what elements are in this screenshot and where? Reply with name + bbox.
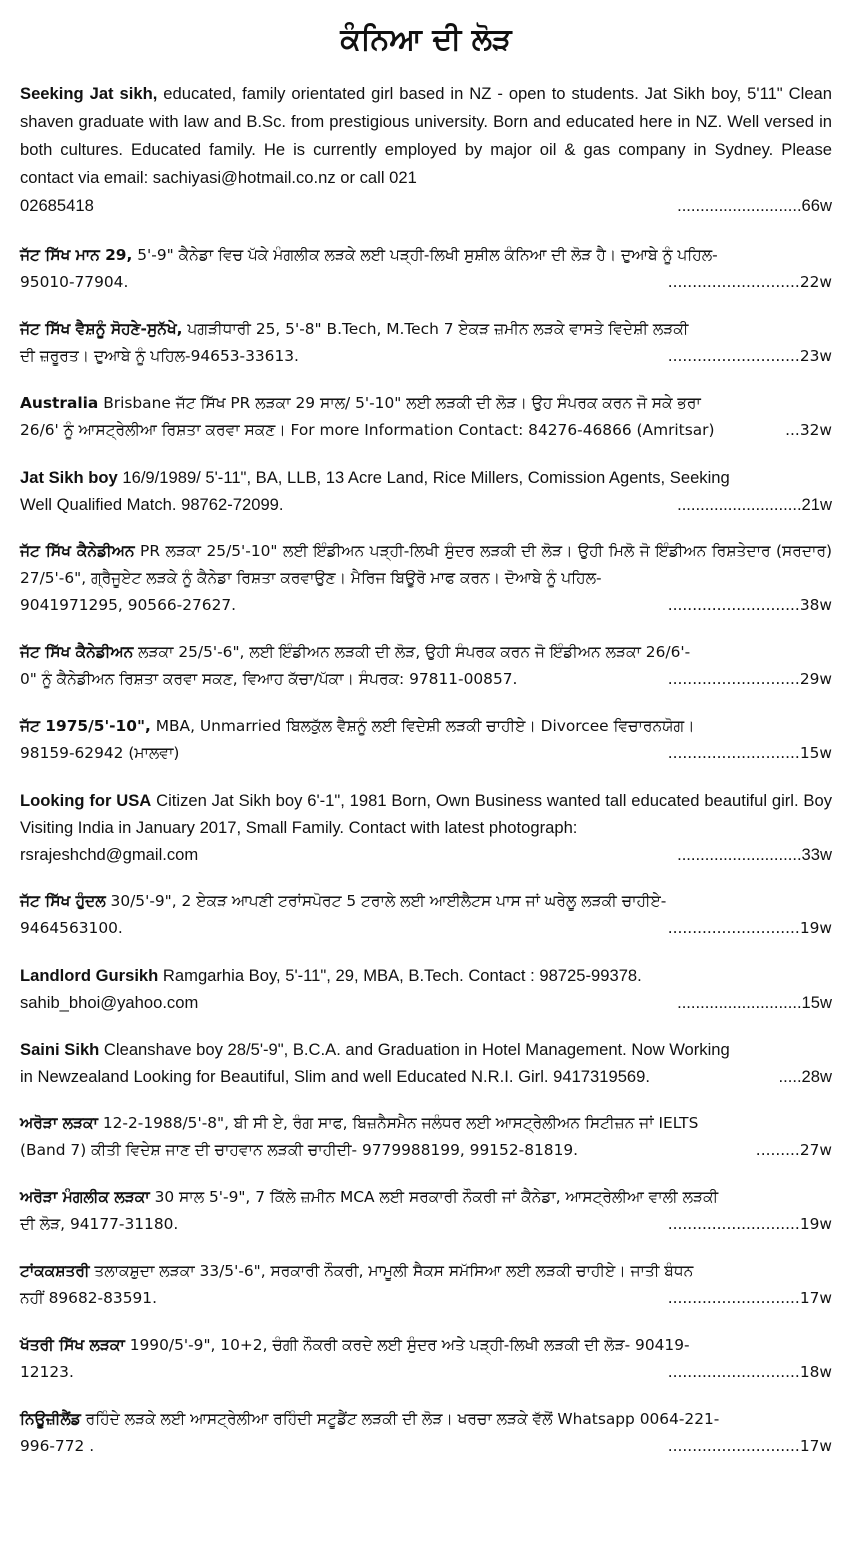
ad-9 (20, 787, 832, 868)
ad-body: Citizen Jat Sikh boy 6'-1", 1981 Born, Own Business wanted tall educated beautiful girl. Boy Visiting India in January 2017, Small Family. Contact with latest photograph: (20, 791, 832, 837)
ad-body: 30/5'-9", 2 ਏਕੜ ਆਪਣੀ ਟਰਾਂਸਪੋਰਟ 5 ਟਰਾਲੇ ਲਈ ਆਈਲੈਟਸ ਪਾਸ ਜਾਂ ਘਰੇਲੂ ਲੜਕੀ ਚਾਹੀਏ- (105, 892, 667, 910)
ad-rest: 996-772 . (20, 1437, 95, 1455)
ad-body: MBA, Unmarried ਬਿਲਕੁੱਲ ਵੈਸ਼ਨੂੰ ਲਈ ਵਿਦੇਸ਼ੀ ਲੜਕੀ ਚਾਹੀਏ। Divorcee ਵਿਚਾਰਨਯੋਗ। (150, 717, 695, 735)
ad-11 (20, 962, 832, 1016)
ad-body: Cleanshave boy 28/5'-9", B.C.A. and Graduation in Hotel Management. Now Working (99, 1040, 730, 1059)
ad-rest: 02685418 (20, 196, 94, 215)
ad-lead: Australia (20, 394, 99, 412)
ad-code: ...........................33w (677, 845, 832, 864)
ad-body: 16/9/1989/ 5'-11", BA, LLB, 13 Acre Land, Rice Millers, Comission Agents, Seeking (117, 468, 730, 487)
ad-code: ...........................18w (667, 1363, 832, 1381)
ad-code: ...........................19w (667, 1215, 832, 1233)
ad-body: ਤਲਾਕਸ਼ੁਦਾ ਲੜਕਾ 33/5'-6", ਸਰਕਾਰੀ ਨੌਕਰੀ, ਮਾਮੂਲੀ ਸੈਕਸ ਸਮੱਸਿਆ ਲਈ ਲੜਕੀ ਚਾਹੀਏ। ਜਾਤੀ ਬੰਧਨ (89, 1262, 694, 1280)
ad-rest: 9464563100. (20, 919, 123, 937)
ad-rest: ਦੀ ਜ਼ਰੂਰਤ। ਦੁਆਬੇ ਨੂੰ ਪਹਿਲ-94653-33613. (20, 347, 299, 365)
ad-code: ...........................19w (667, 919, 832, 937)
ad-7 (20, 639, 832, 693)
ad-code: .........27w (755, 1141, 832, 1159)
ad-body: 5'-9" ਕੈਨੇਡਾ ਵਿਚ ਪੱਕੇ ਮੰਗਲੀਕ ਲੜਕੇ ਲਈ ਪੜ੍ਹੀ-ਲਿਖੀ ਸੁਸ਼ੀਲ ਕੰਨਿਆ ਦੀ ਲੋੜ ਹੈ। ਦੁਆਬੇ ਨੂੰ ਪਹਿਲ- (132, 246, 718, 264)
ad-body: PR ਲੜਕਾ 25/5'-10" ਲਈ ਇੰਡੀਅਨ ਪੜ੍ਹੀ-ਲਿਖੀ ਸੁੰਦਰ ਲੜਕੀ ਦੀ ਲੋੜ। ਉਹੀ ਮਿਲੋ ਜੋ ਇੰਡੀਅਨ ਰਿਸ਼ਤੇਦਾਰ (ਸਰਦਾਰ) 27/5'-6", ਗ੍ਰੈਜੂਏਟ ਲੜਕੇ ਨੂੰ ਕੈਨੇਡਾ ਰਿਸ਼ਤਾ ਕਰਵਾਉਣ। ਮੈਰਿਜ ਬਿਊਰੋ ਮਾਫ ਕਰਨ। ਦੋਆਬੇ ਨੂੰ ਪਹਿਲ- (20, 542, 832, 587)
ad-8 (20, 713, 832, 767)
ad-6 (20, 538, 832, 619)
ad-body: educated, family orientated girl based in NZ - open to students. Jat Sikh boy, 5'11" Clean shaven graduate with law and B.Sc. from prestigious university. Born and educated here in NZ. Well versed in both cultures. Educated family. He is currently employed by major oil & gas company in Sydney. Please contact via email: sachiyasi@hotmail.co.nz or call 021 (20, 84, 833, 187)
ad-lead: ਜੱਟ ਸਿੱਖ ਕੈਨੇਡੀਅਨ (20, 643, 134, 661)
ad-16 (20, 1332, 832, 1386)
ad-rest: ਦੀ ਲੋੜ, 94177-31180. (20, 1215, 179, 1233)
ad-rest: 26/6' ਨੂੰ ਆਸਟ੍ਰੇਲੀਆ ਰਿਸ਼ਤਾ ਕਰਵਾ ਸਕਣ। For more Information Contact: 84276-46866 (Amritsar) (20, 421, 715, 439)
ad-code: ...........................15w (667, 744, 832, 762)
ad-code: ...........................22w (667, 273, 832, 291)
ad-2 (20, 242, 832, 296)
ad-lead: ਅਰੋੜਾ ਲੜਕਾ (20, 1114, 98, 1132)
ad-code: .....28w (778, 1067, 832, 1086)
ad-rest: 0" ਨੂੰ ਕੈਨੇਡੀਅਨ ਰਿਸ਼ਤਾ ਕਰਵਾ ਸਕਣ, ਵਿਆਹ ਕੱਚਾ/ਪੱਕਾ। ਸੰਪਰਕ: 97811-00857. (20, 670, 518, 688)
ad-rest: rsrajeshchd@gmail.com (20, 845, 199, 864)
ad-code: ...........................23w (667, 347, 832, 365)
ad-lead: ਖੱਤਰੀ ਸਿੱਖ ਲੜਕਾ (20, 1336, 125, 1354)
ad-lead: ਜੱਟ 1975/5'-10", (20, 717, 151, 735)
ad-code: ...32w (785, 421, 832, 439)
ad-code: ...........................66w (677, 196, 832, 215)
ad-body: Ramgarhia Boy, 5'-11", 29, MBA, B.Tech. Contact : 98725-99378. (158, 966, 642, 985)
ad-13 (20, 1110, 832, 1164)
ad-lead: ਨਿਊਜ਼ੀਲੈਂਡ (20, 1410, 81, 1428)
ad-4 (20, 390, 832, 444)
ad-lead: ਜੱਟ ਸਿੱਖ ਮਾਨ 29, (20, 246, 133, 264)
ad-rest: in Newzealand Looking for Beautiful, Slim and well Educated N.R.I. Girl. 9417319569. (20, 1067, 651, 1086)
ad-lead: Looking for USA (20, 791, 152, 810)
ad-code: ...........................17w (667, 1437, 832, 1455)
ad-1 (20, 80, 832, 220)
ad-17 (20, 1406, 832, 1460)
ad-body: 30 ਸਾਲ 5'-9", 7 ਕਿੱਲੇ ਜ਼ਮੀਨ MCA ਲਈ ਸਰਕਾਰੀ ਨੌਕਰੀ ਜਾਂ ਕੈਨੇਡਾ, ਆਸਟ੍ਰੇਲੀਆ ਵਾਲੀ ਲੜਕੀ (149, 1188, 719, 1206)
ad-rest: Well Qualified Match. 98762-72099. (20, 495, 284, 514)
ad-lead: ਟਾਂਕਕਸ਼ਤਰੀ (20, 1262, 90, 1280)
ad-body: ਲੜਕਾ 25/5'-6", ਲਈ ਇੰਡੀਅਨ ਲੜਕੀ ਦੀ ਲੋੜ, ਉਹੀ ਸੰਪਰਕ ਕਰਨ ਜੋ ਇੰਡੀਅਨ ਲੜਕਾ 26/6'- (133, 643, 691, 661)
ad-rest: 12123. (20, 1363, 74, 1381)
ad-code: ...........................29w (667, 670, 832, 688)
ad-lead: Landlord Gursikh (20, 966, 159, 985)
ad-rest: ਨਹੀਂ 89682-83591. (20, 1289, 157, 1307)
ad-rest: 95010-77904. (20, 273, 129, 291)
ad-lead: Seeking Jat sikh, (20, 84, 158, 103)
ad-body: Brisbane ਜੱਟ ਸਿੱਖ PR ਲੜਕਾ 29 ਸਾਲ/ 5'-10" ਲਈ ਲੜਕੀ ਦੀ ਲੋੜ। ਉਹ ਸੰਪਰਕ ਕਰਨ ਜੋ ਸਕੇ ਭਰਾ (98, 394, 701, 412)
ad-lead: ਜੱਟ ਸਿੱਖ ਵੈਸ਼ਨੂੰ ਸੋਹਣੇ-ਸੁਨੱਖੇ, (20, 320, 183, 338)
ad-code: ...........................17w (667, 1289, 832, 1307)
ad-10 (20, 888, 832, 942)
ad-lead: ਅਰੋੜਾ ਮੰਗਲੀਕ ਲੜਕਾ (20, 1188, 150, 1206)
ad-code: ...........................15w (677, 993, 832, 1012)
ad-14 (20, 1184, 832, 1238)
ad-body: ਰਹਿੰਦੇ ਲੜਕੇ ਲਈ ਆਸਟ੍ਰੇਲੀਆ ਰਹਿੰਦੀ ਸਟੂਡੈਂਟ ਲੜਕੀ ਦੀ ਲੋੜ। ਖਰਚਾ ਲੜਕੇ ਵੱਲੋਂ Whatsapp 0064-221- (80, 1410, 720, 1428)
ad-body: ਪਗੜੀਧਾਰੀ 25, 5'-8" B.Tech, M.Tech 7 ਏਕੜ ਜ਼ਮੀਨ ਲੜਕੇ ਵਾਸਤੇ ਵਿਦੇਸ਼ੀ ਲੜਕੀ (182, 320, 689, 338)
ad-5 (20, 464, 832, 518)
ad-rest: 9041971295, 90566-27627. (20, 596, 237, 614)
page-title: ਕੰਨਿਆ ਦੀ ਲੋੜ (340, 22, 512, 57)
ad-code: ...........................21w (677, 495, 832, 514)
ad-rest: (Band 7) ਕੀਤੀ ਵਿਦੇਸ਼ ਜਾਣ ਦੀ ਚਾਹਵਾਨ ਲੜਕੀ ਚਾਹੀਦੀ- 9779988199, 99152-81819. (20, 1141, 579, 1159)
ad-15 (20, 1258, 832, 1312)
ad-lead: Jat Sikh boy (20, 468, 118, 487)
ad-lead: ਜੱਟ ਸਿੱਖ ਹੁੰਦਲ (20, 892, 106, 910)
ad-code: ...........................38w (667, 596, 832, 614)
ad-rest: sahib_bhoi@yahoo.com (20, 993, 199, 1012)
ad-12 (20, 1036, 832, 1090)
ad-3 (20, 316, 832, 370)
ad-rest: 98159-62942 (ਮਾਲਵਾ) (20, 744, 180, 762)
ad-body: 12-2-1988/5'-8", ਬੀ ਸੀ ਏ, ਰੰਗ ਸਾਫ, ਬਿਜ਼ਨੈਸਮੈਨ ਜਲੰਧਰ ਲਈ ਆਸਟ੍ਰੇਲੀਅਨ ਸਿਟੀਜ਼ਨ ਜਾਂ IELTS (97, 1114, 699, 1132)
ad-lead: ਜੱਟ ਸਿੱਖ ਕੈਨੇਡੀਅਨ (20, 542, 135, 560)
ad-lead: Saini Sikh (20, 1040, 100, 1059)
ad-body: 1990/5'-9", 10+2, ਚੰਗੀ ਨੌਕਰੀ ਕਰਦੇ ਲਈ ਸੁੰਦਰ ਅਤੇ ਪੜ੍ਹੀ-ਲਿਖੀ ਲੜਕੀ ਦੀ ਲੋੜ- 90419- (124, 1336, 690, 1354)
